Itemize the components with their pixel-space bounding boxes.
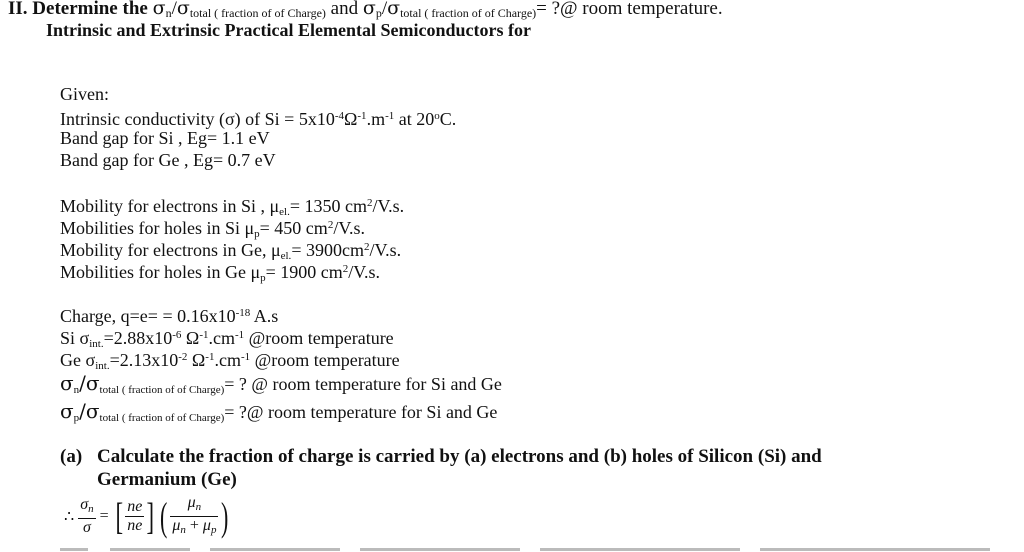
text: /V.s. xyxy=(333,218,365,238)
sup: 2 xyxy=(363,241,370,253)
sigma-total-symbol-2: σ xyxy=(387,0,401,19)
sub: n xyxy=(180,524,186,536)
text: .cm xyxy=(208,328,235,348)
fraction-n-line xyxy=(60,372,502,401)
sub-n: n xyxy=(165,6,172,20)
sub: p xyxy=(254,228,260,240)
text: /V.s. xyxy=(369,240,402,260)
celsius: C. xyxy=(439,109,457,129)
formula xyxy=(64,494,232,539)
unit: .m xyxy=(366,109,386,129)
mu-numerator xyxy=(170,494,218,517)
fraction-note-2: ( fraction of of Charge) xyxy=(421,6,537,20)
ne-numerator: ne xyxy=(127,498,143,515)
text: =2.13x10 xyxy=(109,350,179,370)
sub: int. xyxy=(89,338,104,350)
slash-2: / xyxy=(381,0,388,19)
text: /V.s. xyxy=(372,196,405,216)
exp: -1 xyxy=(385,110,395,122)
sup: -1 xyxy=(205,351,215,363)
exp: -4 xyxy=(334,110,344,122)
text: @room temperature xyxy=(250,350,400,370)
text: Si σ xyxy=(60,328,90,348)
left-paren: ( xyxy=(160,493,168,539)
text: = 1900 cm xyxy=(265,262,343,282)
sub: p xyxy=(73,412,80,424)
sigma: σ xyxy=(80,496,89,513)
mu: μ xyxy=(202,517,211,534)
sub: p xyxy=(210,524,217,536)
text: A.s xyxy=(250,306,279,326)
therefore-symbol: ∴ xyxy=(64,508,75,526)
sub-total-2: total xyxy=(400,6,422,20)
right-paren: ) xyxy=(221,493,229,539)
sub: p xyxy=(260,272,266,284)
sub: el. xyxy=(280,250,292,262)
header-suffix: = ?@ room temperature. xyxy=(536,0,723,19)
text: =2.88x10 xyxy=(103,328,173,348)
fraction-note: ( fraction of of Charge) xyxy=(211,6,326,20)
given-title: Given: xyxy=(60,84,109,104)
intrinsic-text: Intrinsic conductivity (σ) of Si = 5x10 xyxy=(60,109,335,129)
text: @room temperature xyxy=(244,328,394,348)
sup: 2 xyxy=(327,219,334,231)
ohm-symbol: Ω xyxy=(344,109,358,129)
text: Ω xyxy=(187,350,206,370)
lhs-fraction xyxy=(78,496,95,537)
right-bracket: ] xyxy=(146,495,155,538)
cut-off-text-line xyxy=(0,548,1024,552)
and-word: and xyxy=(325,0,363,19)
text: = 1350 cm xyxy=(289,196,367,216)
sub-total: total xyxy=(189,6,212,20)
text: = ?@ room temperature for Si and Ge xyxy=(224,402,498,422)
ne-fraction xyxy=(125,498,144,535)
bandgap-ge-line: Band gap for Ge , Eg= 0.7 eV xyxy=(60,150,276,170)
lhs-numerator xyxy=(78,496,95,519)
exp: -1 xyxy=(357,110,367,122)
mobility-holes-ge-line xyxy=(60,258,380,289)
header-prefix: II. Determine the xyxy=(8,0,153,19)
slash-sigma: /σ xyxy=(79,399,100,423)
lhs-denominator: σ xyxy=(82,519,91,536)
sigma-symbol: σ xyxy=(60,399,74,423)
fragment xyxy=(210,548,340,551)
sup: -1 xyxy=(234,329,245,341)
sup: -1 xyxy=(240,351,251,363)
sup: -2 xyxy=(178,351,188,363)
mu: μ xyxy=(172,517,181,534)
sigma-p-symbol: σ xyxy=(362,0,376,19)
question-line-1: Calculate the fraction of charge is carried by (a) electrons and (b) holes of Silicon (Si) and xyxy=(97,446,822,467)
sup: 2 xyxy=(342,263,349,275)
text: Mobility for electrons in Ge, μ xyxy=(60,240,281,260)
fragment xyxy=(360,548,520,551)
text: .cm xyxy=(214,350,241,370)
slash: / xyxy=(171,0,177,19)
sub: n xyxy=(88,503,94,515)
left-bracket: [ xyxy=(115,495,123,538)
header-line-2: Intrinsic and Extrinsic Practical Elemental Semiconductors for xyxy=(46,20,531,40)
text: Ge σ xyxy=(60,350,96,370)
sub: n xyxy=(73,384,80,396)
sub: total ( fraction of of Charge) xyxy=(99,412,225,424)
sub-p: p xyxy=(375,6,382,20)
text: Ω xyxy=(181,328,200,348)
sub: int. xyxy=(95,360,110,372)
mu: μ xyxy=(187,494,196,511)
mu-denominator xyxy=(170,517,218,539)
question-label: (a) xyxy=(60,446,83,467)
sup: -6 xyxy=(172,329,182,341)
equals-sign: = xyxy=(99,507,109,525)
degree: o xyxy=(434,110,440,122)
sigma-n-symbol: σ xyxy=(152,0,166,19)
bandgap-si-line: Band gap for Si , Eg= 1.1 eV xyxy=(60,128,270,148)
text: Mobilities for holes in Ge μ xyxy=(60,262,261,282)
fragment xyxy=(60,548,88,551)
text: Charge, q=e= = 0.16x10 xyxy=(60,306,236,326)
mobility-fraction xyxy=(170,494,218,539)
sub: el. xyxy=(279,206,290,218)
temp: at 20 xyxy=(394,109,435,129)
fragment xyxy=(110,548,190,551)
sub: total ( fraction of of Charge) xyxy=(99,384,225,396)
sigma-total-symbol: σ xyxy=(176,0,190,19)
slash-sigma: /σ xyxy=(79,371,100,395)
ne-denominator: ne xyxy=(127,517,143,534)
fragment xyxy=(760,548,990,551)
text: = 3900cm xyxy=(291,240,364,260)
fragment xyxy=(540,548,740,551)
sup: -1 xyxy=(199,329,209,341)
question-line-2: Germanium (Ge) xyxy=(97,469,237,490)
fraction-p-line xyxy=(60,400,497,429)
sub: n xyxy=(195,501,202,513)
plus: + xyxy=(185,517,203,534)
sigma-symbol: σ xyxy=(60,371,74,395)
sup: 2 xyxy=(367,197,373,209)
text: Mobilities for holes in Si μ xyxy=(60,218,255,238)
sup: -18 xyxy=(235,307,251,319)
text: = 450 cm xyxy=(259,218,328,238)
text: = ? @ room temperature for Si and Ge xyxy=(224,374,502,394)
text: /V.s. xyxy=(348,262,380,282)
text: Mobility for electrons in Si , μ xyxy=(60,196,280,216)
